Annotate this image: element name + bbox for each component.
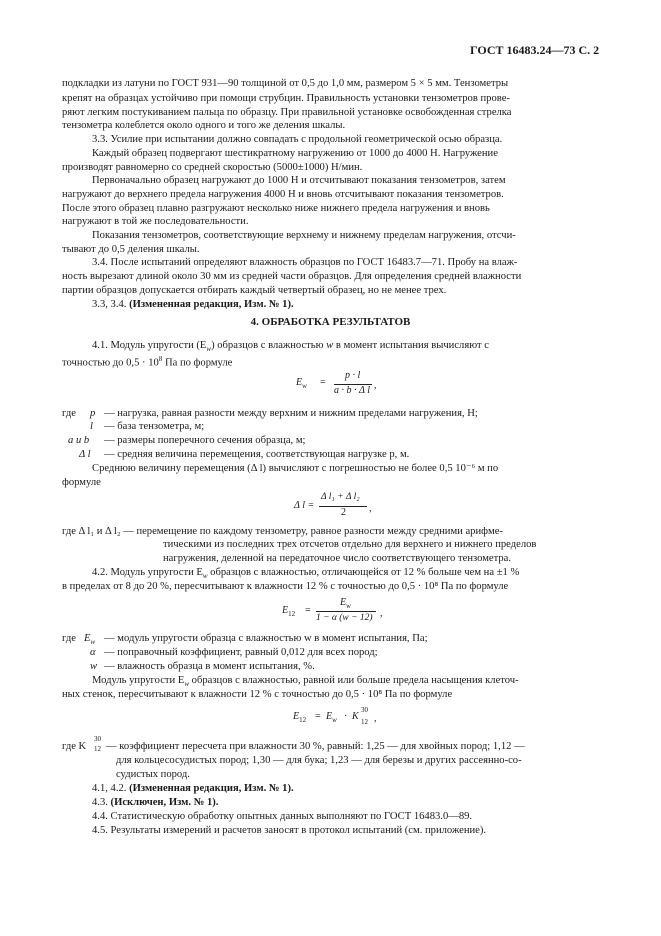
formula-comma: , xyxy=(374,713,377,724)
text-line: Показания тензометров, соответствующие верхнему и нижнему пределам нагружения, отсчи- xyxy=(92,230,516,241)
text-run: Па по формуле xyxy=(162,357,233,369)
multiply-dot: · xyxy=(344,711,348,722)
superscript: 8 xyxy=(158,355,163,363)
amendment-text: (Исключен, Изм. № 1). xyxy=(110,797,219,808)
formula-symbol: K xyxy=(352,711,359,722)
text-run: точностью до 0,5 · 10 xyxy=(62,357,159,369)
amendment-prefix: 3.3, 3.4. xyxy=(92,299,130,310)
amendment-note xyxy=(92,298,294,311)
fraction-numerator: p · l xyxy=(345,370,361,381)
text-line: где Δ l₁ и Δ l₂ — перемещение по каждому тензометру, равное разности между средними арифме- xyxy=(62,526,503,537)
text-run: w xyxy=(326,340,334,351)
text-line: крепят на образцах устойчиво при помощи струбцин. Правильность установки тензометров прове- xyxy=(62,93,510,104)
text-run: образцов с влажностью, равной или больше предела насыщения клеточ- xyxy=(189,675,519,686)
where-definition: — средняя величина перемещения, соответствующая нагрузке p, м. xyxy=(104,449,410,460)
formula-comma: , xyxy=(380,608,383,619)
formula-lhs: Δ l = xyxy=(294,500,315,511)
text-run: образцов с влажностью, отличающейся от 12 % больше чем на ±1 % xyxy=(207,567,520,578)
formula-lhs xyxy=(293,711,306,724)
subscript: w xyxy=(90,638,96,647)
text-line: Первоначально образец нагружают до 1000 Н и отсчитывают показания тензометров, затем xyxy=(92,175,506,186)
where-symbol: p xyxy=(90,408,96,419)
formula-symbol: E xyxy=(296,377,303,388)
text-line: Каждый образец подвергают шестикратному нагружению от 1000 до 4000 Н. Нагружение xyxy=(92,148,498,159)
text-line: нагружают в той же последовательности. xyxy=(62,216,249,227)
text-line: формуле xyxy=(62,477,101,488)
text-line: нагружения, деленной на передаточное число соответствующего тензометра. xyxy=(163,553,512,564)
text-run: 4.1. Модуль упругости (E xyxy=(92,340,207,351)
where-definition: — база тензометра, м; xyxy=(104,421,205,432)
text-line: 3.3. Усилие при испытании должно совпадать с продольной геометрической осью образца. xyxy=(92,134,503,145)
subscript: w xyxy=(346,602,351,610)
superscript: 30 xyxy=(94,735,101,743)
where-definition: — размеры поперечного сечения образца, м; xyxy=(104,435,306,446)
text-line: — коэффициент пересчета при влажности 30 %, равный: 1,25 — для хвойных пород; 1,12 — xyxy=(106,741,525,752)
fraction-bar xyxy=(316,611,376,612)
formula-term xyxy=(326,711,337,724)
text-line: для кольцесосудистых пород; 1,30 — для бука; 1,23 — для березы и других рассеянно-со- xyxy=(116,755,522,766)
formula-symbol: E xyxy=(293,711,300,722)
text-line xyxy=(62,740,86,753)
text-line: 4.5. Результаты измерений и расчетов заносят в протокол испытаний (см. приложение). xyxy=(92,825,487,836)
text-line: После этого образец плавно разгружают несколько ниже нижнего предела нагружения и вновь xyxy=(62,203,490,214)
fraction-denominator: a · b · Δ l xyxy=(334,385,370,396)
formula-symbol: E xyxy=(326,711,333,722)
equals-sign: = xyxy=(315,711,321,722)
fraction-denominator: 2 xyxy=(341,507,346,518)
fraction-denominator: 1 − α (w − 12) xyxy=(316,613,373,623)
text-line: подкладки из латуни по ГОСТ 931—90 толщиной от 0,5 до 1,0 мм, размером 5 × 5 мм. Тензометры xyxy=(62,78,509,89)
formula-comma: , xyxy=(369,503,372,514)
subscript: 12 xyxy=(94,745,101,753)
subscript: w xyxy=(302,382,307,390)
subscript: w xyxy=(332,716,337,724)
where-definition: — нагрузка, равная разности между верхним и нижним пределами нагружения, Н; xyxy=(104,408,478,419)
subscript: 12 xyxy=(288,610,296,618)
text-line: Среднюю величину перемещения (Δ l) вычисляют с погрешностью не более 0,5 10⁻⁶ м по xyxy=(92,463,499,474)
where-prefix: где K xyxy=(62,741,87,752)
formula-comma: , xyxy=(374,380,377,391)
where-definition: — влажность образца в момент испытания, %. xyxy=(104,661,315,672)
section-title: 4. ОБРАБОТКА РЕЗУЛЬТАТОВ xyxy=(250,316,411,328)
formula-symbol: E xyxy=(340,597,347,608)
text-line: ность вырезают длиной около 30 мм из средней части образцов. Для определения средней влажности xyxy=(62,271,522,282)
equals-sign: = xyxy=(320,377,326,388)
subscript: 12 xyxy=(299,716,307,724)
formula-symbol: E xyxy=(282,605,289,616)
text-run: ) образцов с влажностью xyxy=(211,340,327,351)
where-definition: — поправочный коэффициент, равный 0,012 для всех пород; xyxy=(104,647,378,658)
where-symbol: Δ l xyxy=(79,449,91,460)
where-definition: — модуль упругости образца с влажностью w в момент испытания, Па; xyxy=(104,633,428,644)
amendment-prefix: 4.3. xyxy=(92,797,111,808)
page-header: ГОСТ 16483.24—73 С. 2 xyxy=(470,43,600,57)
text-line: нагружают до верхнего предела нагружения 4000 Н и вновь отсчитывают показания тензометров. xyxy=(62,189,504,200)
text-line: 4.4. Статистическую обработку опытных данных выполняют по ГОСТ 16483.0—89. xyxy=(92,811,473,822)
where-symbol: w xyxy=(90,661,98,672)
formula-lhs xyxy=(296,377,307,390)
superscript: 30 xyxy=(361,706,368,714)
formula-lhs xyxy=(282,605,295,618)
where-symbol: a и b xyxy=(68,435,90,446)
amendment-text: (Измененная редакция, Изм. № 1). xyxy=(129,783,294,794)
text-line: судистых пород. xyxy=(116,769,190,780)
text-run: в момент испытания вычисляют с xyxy=(333,340,489,351)
text-run: 4.2. Модуль упругости E xyxy=(92,567,203,578)
equals-sign: = xyxy=(305,605,311,616)
text-line: партии образцов допускается отбирать каждый четвертый образец, но не менее трех. xyxy=(62,285,447,296)
text-line: тическими из последних трех отсчетов отдельно для верхнего и нижнего пределов xyxy=(163,539,537,550)
amendment-note xyxy=(92,782,294,795)
text-line xyxy=(62,353,232,370)
subscript: w xyxy=(206,345,212,354)
amendment-note xyxy=(92,796,218,809)
where-prefix: где xyxy=(62,633,76,644)
subscript: 12 xyxy=(361,718,368,726)
fraction-numerator xyxy=(340,597,351,610)
text-line: 3.4. После испытаний определяют влажность образцов по ГОСТ 16483.7—71. Пробу на влаж- xyxy=(92,257,518,268)
text-line: тензометра колеблется около одного и того же деления шкалы. xyxy=(62,120,346,131)
formula-symbol: E xyxy=(84,633,91,644)
amendment-prefix: 4.1, 4.2. xyxy=(92,783,130,794)
where-prefix: где xyxy=(62,408,76,419)
text-line: ряют легким постукиванием пальца по образцу. При правильной установке освобожденная стрелка xyxy=(62,107,512,118)
text-line: тывают до 0,5 деления шкалы. xyxy=(62,244,200,255)
where-symbol: l xyxy=(90,421,93,432)
subscript: w xyxy=(184,680,189,689)
text-run: Модуль упругости E xyxy=(92,675,185,686)
fraction-numerator: Δ l₁ + Δ l₂ xyxy=(321,492,360,502)
text-line: в пределах от 8 до 20 %, пересчитывают к влажности 12 % с точностью до 0,5 · 10⁸ Па по формуле xyxy=(62,581,509,592)
subscript: w xyxy=(202,572,208,581)
amendment-text: (Измененная редакция, Изм. № 1). xyxy=(129,299,294,310)
text-line: производят равномерно со средней скоростью (5000±1000) Н/мин. xyxy=(62,162,363,173)
where-symbol: α xyxy=(90,647,96,658)
text-line: ных стенок, пересчитывают к влажности 12 % с точностью до 0,5 · 10⁸ Па по формуле xyxy=(62,689,453,700)
